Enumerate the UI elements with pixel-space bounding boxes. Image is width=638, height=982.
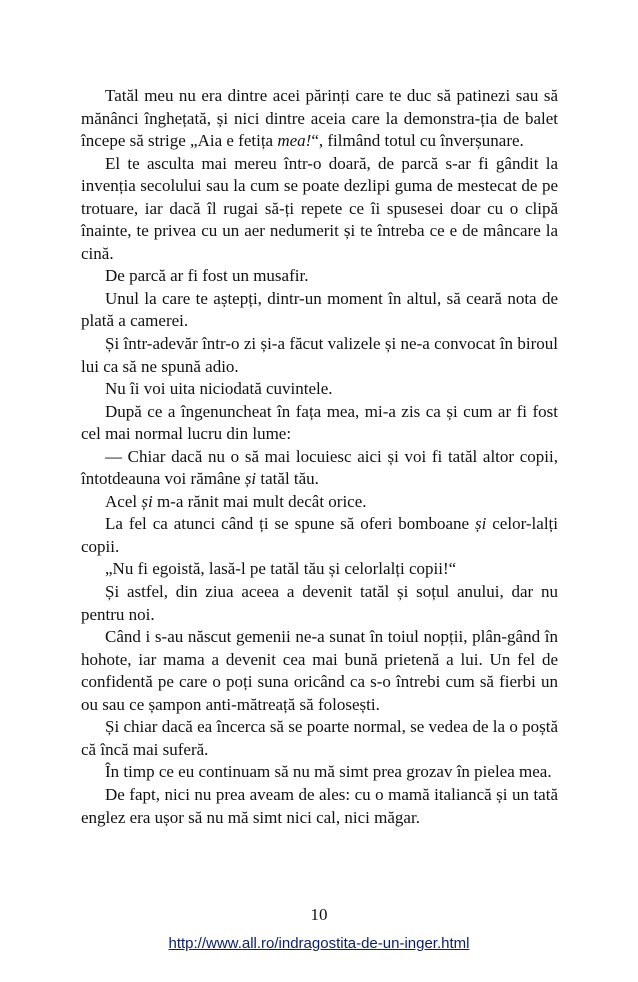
paragraph-text: Și într-adevăr într-o zi și-a făcut valizele și ne-a convocat în biroul lui ca să ne spună adio.: [81, 334, 558, 376]
paragraph-text: Și astfel, din ziua aceea a devenit tatăl și soțul anului, dar nu pentru noi.: [81, 582, 558, 624]
paragraph-text: Și chiar dacă ea încerca să se poarte normal, se vedea de la o poștă că încă mai suferă.: [81, 717, 558, 759]
paragraph-4: [81, 288, 558, 333]
paragraph-text: De parcă ar fi fost un musafir.: [105, 266, 309, 286]
paragraph-1: [81, 85, 558, 153]
paragraph-text: tatăl tău.: [256, 469, 319, 489]
paragraph-11: [81, 558, 558, 581]
paragraph-12: [81, 581, 558, 626]
paragraph-9: [81, 491, 558, 514]
paragraph-text: După ce a îngenuncheat în fața mea, mi-a zis ca și cum ar fi fost cel mai normal lucru din lume:: [81, 401, 558, 444]
paragraph-10: [81, 513, 558, 558]
paragraph-text: „Nu fi egoistă, lasă-l pe tatăl tău și celorlalți copii!“: [105, 559, 457, 579]
paragraph-text: “, filmând totul cu înverșunare.: [311, 131, 524, 151]
paragraph-13: [81, 626, 558, 716]
paragraph-8: [81, 446, 558, 491]
paragraph-text: La fel ca atunci când ți se spune să oferi bomboane: [105, 514, 475, 534]
italic-word: și: [141, 491, 153, 511]
italic-word: mea!: [277, 131, 312, 151]
paragraph-6: [81, 378, 558, 401]
paragraph-text: Când i s-au născut gemenii ne-a sunat în toiul nopții, plân-gând în hohote, iar mama a devenit cea mai bună prietenă a lui. Un fel de confidentă pe care o poți suna oricând ca s-o întrebi cum să fierbi un ou sau ce șampon anti-mătreață să folosești.: [81, 627, 558, 714]
paragraph-text: De fapt, nici nu prea aveam de ales: cu o mamă italiancă și un tată englez era ușor să nu mă simt nici cal, nici măgar.: [81, 784, 558, 827]
paragraph-text: În timp ce eu continuam să nu mă simt prea grozav în pielea mea.: [105, 762, 552, 782]
paragraph-text: m-a rănit mai mult decât orice.: [152, 491, 367, 511]
paragraph-5: [81, 333, 558, 378]
paragraph-2: [81, 153, 558, 266]
paragraph-text: El te asculta mai mereu într-o doară, de parcă s-ar fi gândit la invenția secolului sau la cum se poate dezlipi guma de mestecat de pe trotuare, iar dacă îl rugai să-ți repete ce îi spusesei doar cu o clipă înainte, te privea cu un aer nedumerit și te întreba ce e de mâncare la cină.: [81, 153, 558, 263]
source-url-link[interactable]: http://www.all.ro/indragostita-de-un-inger.html: [168, 935, 470, 952]
paragraph-text: celor-lalți copii.: [81, 514, 558, 556]
page-number: 10: [310, 905, 328, 924]
paragraph-text: — Chiar dacă nu o să mai locuiesc aici și voi fi tatăl altor copii, întotdeauna voi rămâne: [81, 446, 558, 489]
paragraph-15: [81, 761, 558, 784]
paragraph-3: [81, 265, 558, 288]
italic-word: și: [475, 514, 487, 534]
paragraph-text: Acel: [105, 491, 142, 511]
paragraph-7: [81, 401, 558, 446]
paragraph-text: Nu îi voi uita niciodată cuvintele.: [105, 379, 333, 399]
paragraph-14: [81, 716, 558, 761]
book-page-body: [81, 85, 558, 829]
italic-word: și: [244, 469, 257, 489]
paragraph-text: Unul la care te aștepți, dintr-un moment în altul, să ceară nota de plată a camerei.: [81, 288, 558, 331]
paragraph-text: Tatăl meu nu era dintre acei părinți care te duc să patinezi sau să mănânci înghețată, și nici dintre aceia care la demonstra-ția de balet începe să strige „Aia e fetița: [81, 86, 558, 151]
paragraph-16: [81, 784, 558, 829]
